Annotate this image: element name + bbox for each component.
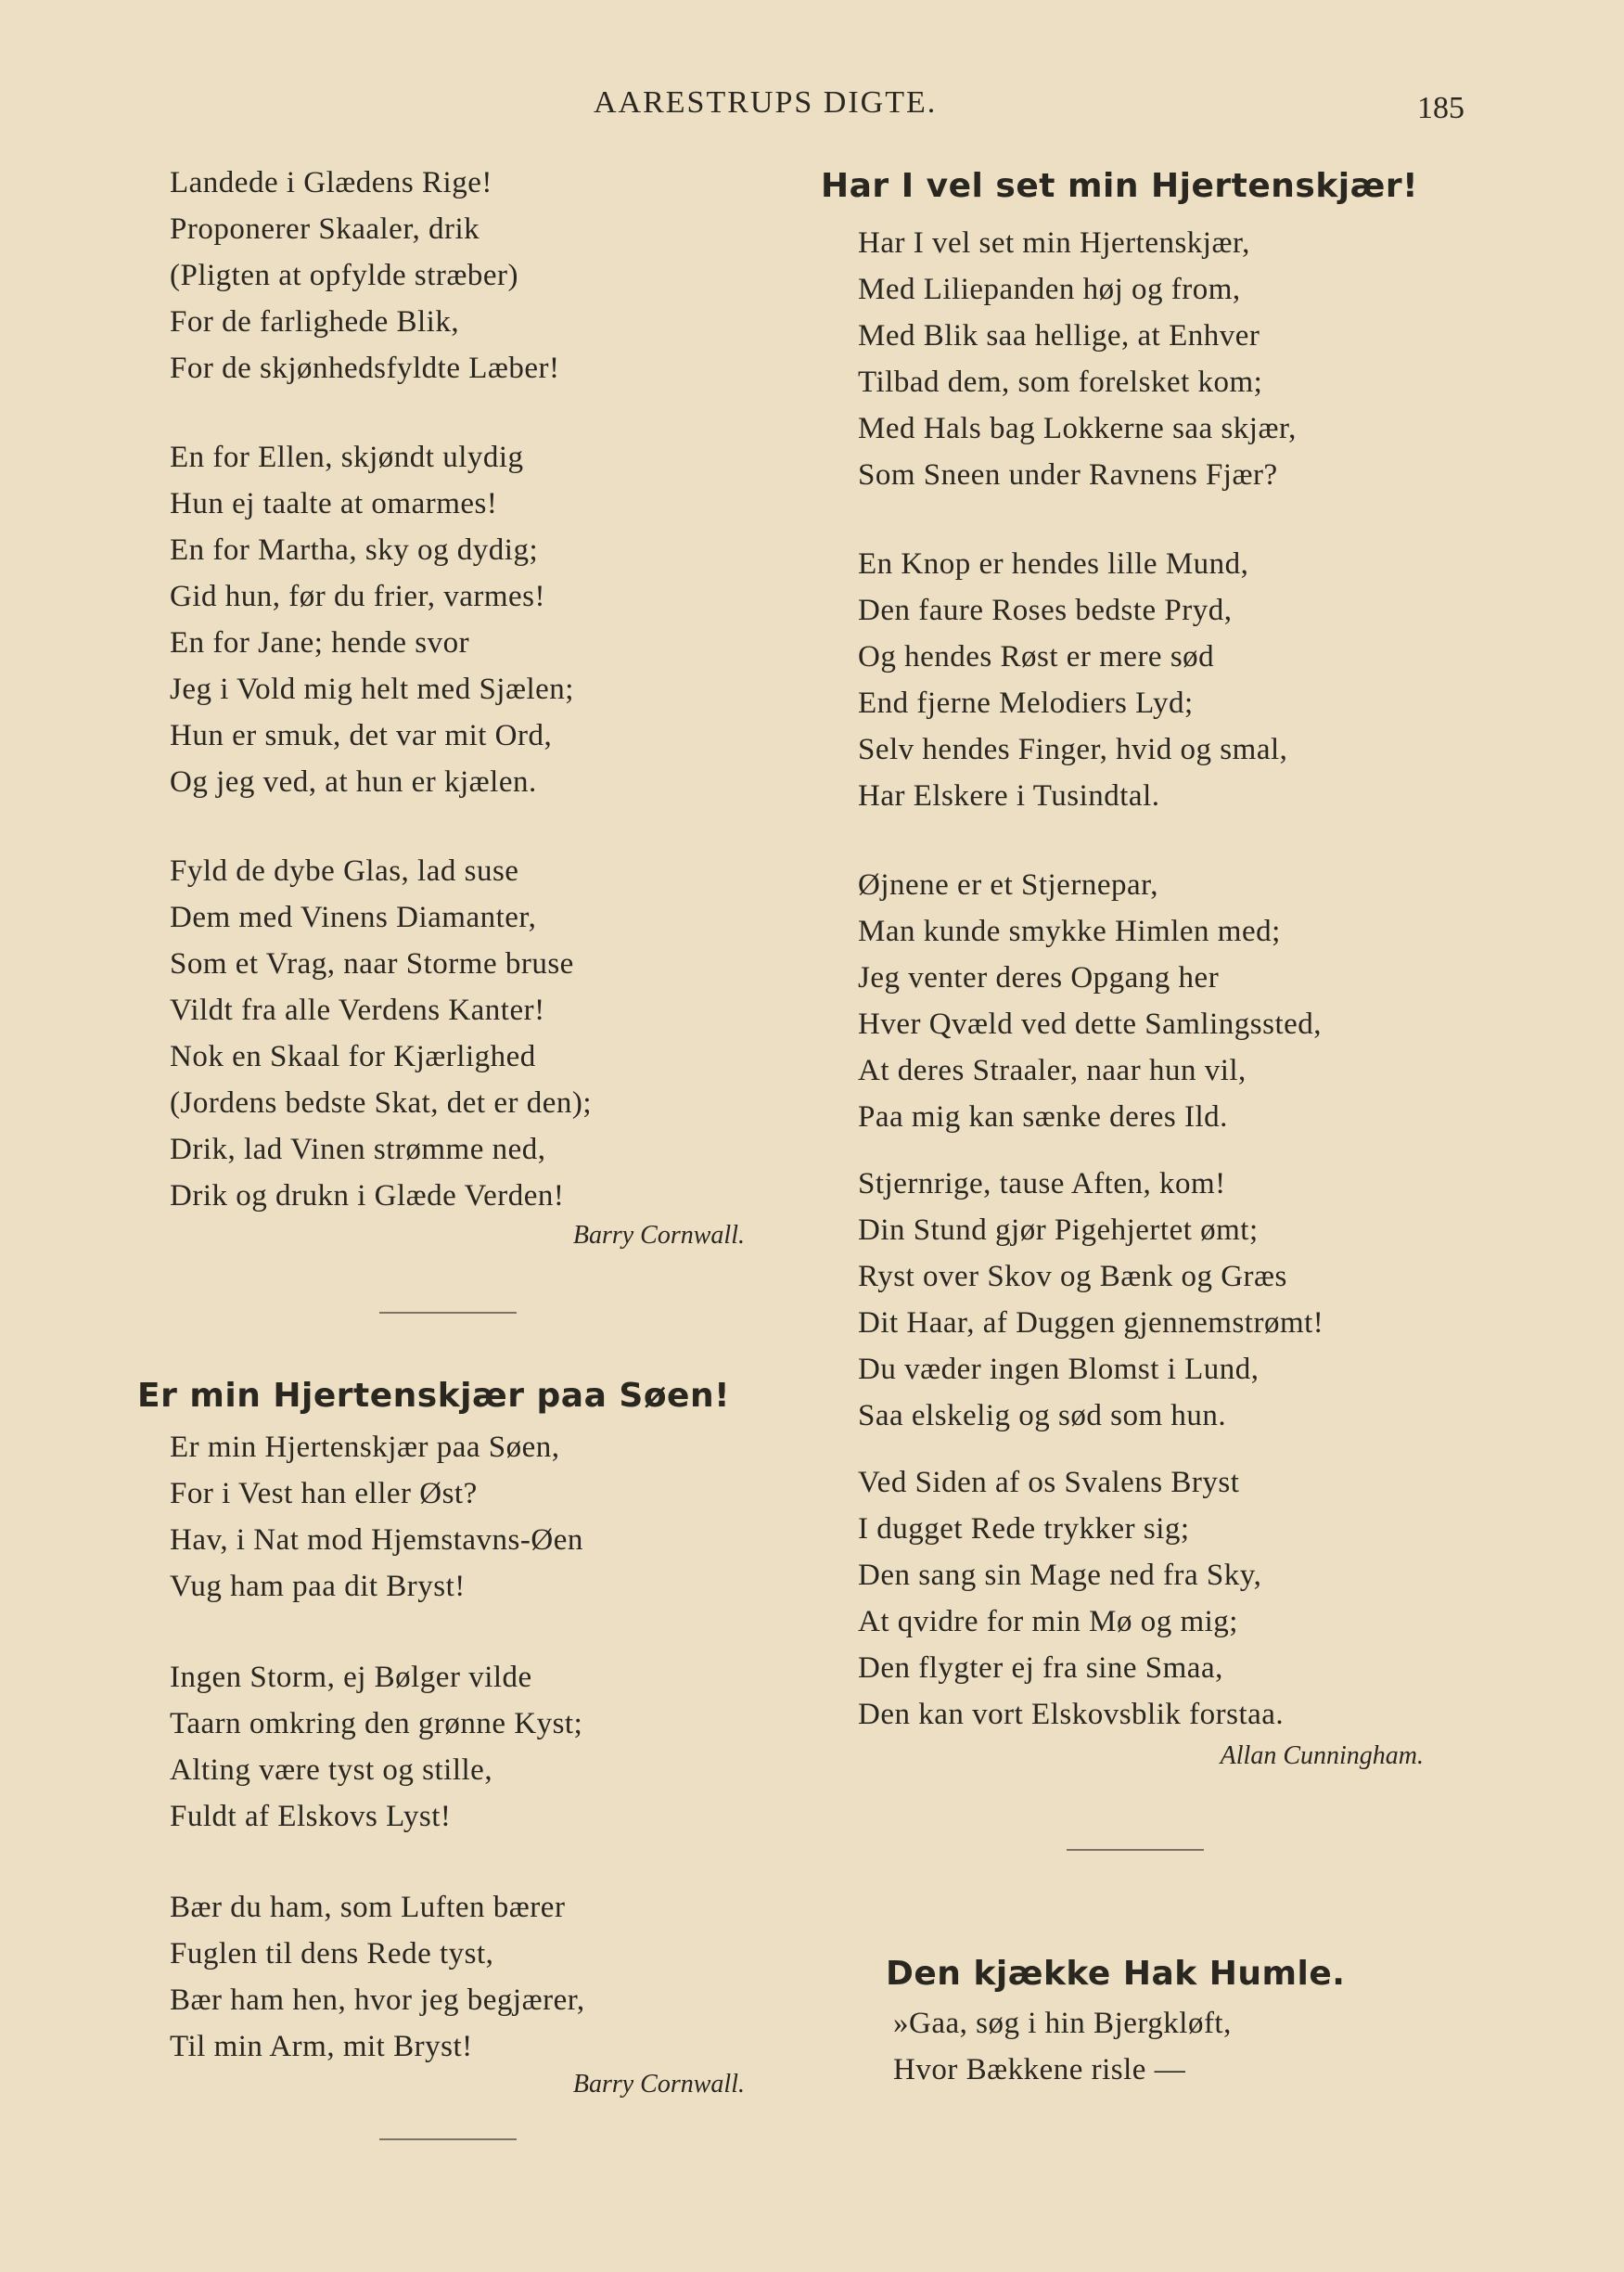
stanza [858, 862, 1498, 1140]
verse-line: Som et Vrag, naar Storme bruse [170, 947, 574, 981]
verse-line: Alting være tyst og stille, [170, 1753, 493, 1787]
verse-line: Ingen Storm, ej Bølger vilde [170, 1661, 532, 1694]
poem-attribution: Barry Cornwall. [572, 1221, 745, 1250]
verse-line: Hver Qvæld ved dette Samlingssted, [858, 1008, 1323, 1041]
poem-title: Er min Hjertenskjær paa Søen! [137, 1377, 731, 1415]
verse-line: Saa elskelig og sød som hun. [858, 1399, 1227, 1432]
poem-er-min-hjertenskjaer [137, 1377, 763, 1415]
verse-line: At qvidre for min Mø og mig; [858, 1605, 1238, 1638]
section-divider [379, 2138, 517, 2140]
verse-line: Taarn omkring den grønne Kyst; [170, 1707, 583, 1740]
verse-line: Den sang sin Mage ned fra Sky, [858, 1559, 1262, 1592]
verse-line: Med Hals bag Lokkerne saa skjær, [858, 412, 1297, 445]
verse-line: Og hendes Røst er mere sød [858, 640, 1215, 674]
verse-line: Med Liliepanden høj og from, [858, 273, 1241, 306]
poem-body [893, 2000, 1498, 2093]
verse-line: Gid hun, før du frier, varmes! [170, 580, 545, 613]
verse-line: Har Elskere i Tusindtal. [858, 779, 1160, 813]
verse-line: Man kunde smykke Himlen med; [858, 915, 1281, 948]
verse-line: En for Martha, sky og dydig; [170, 533, 539, 567]
poem-body [858, 220, 1498, 1771]
left-column [137, 160, 763, 2140]
page-header [0, 85, 1624, 125]
stanza [858, 1459, 1498, 1738]
verse-line: Nok en Skaal for Kjærlighed [170, 1040, 536, 1073]
verse-line: For de skjønhedsfyldte Læber! [170, 352, 560, 385]
verse-line: En Knop er hendes lille Mund, [858, 547, 1249, 581]
verse-line: Er min Hjertenskjær paa Søen, [170, 1431, 560, 1464]
verse-line: Hav, i Nat mod Hjemstavns-Øen [170, 1523, 583, 1557]
verse-line: I dugget Rede trykker sig; [858, 1512, 1190, 1546]
verse-line: Ryst over Skov og Bænk og Græs [858, 1260, 1287, 1293]
poem-attribution: Allan Cunningham. [1220, 1741, 1424, 1770]
running-title: AARESTRUPS DIGTE. [594, 85, 938, 120]
verse-line: Fyld de dybe Glas, lad suse [170, 854, 519, 888]
verse-line: En for Ellen, skjøndt ulydig [170, 441, 524, 474]
verse-line: At deres Straaler, naar hun vil, [858, 1054, 1247, 1087]
stanza [858, 1161, 1498, 1439]
stanza [170, 1654, 763, 1840]
verse-line: (Jordens bedste Skat, det er den); [170, 1086, 593, 1120]
verse-line: Fuglen til dens Rede tyst, [170, 1937, 494, 1970]
verse-line: Stjernrige, tause Aften, kom! [858, 1167, 1226, 1200]
verse-line: Dit Haar, af Duggen gjennemstrømt! [858, 1306, 1324, 1340]
verse-line: Øjnene er et Stjernepar, [858, 868, 1159, 902]
poem-title: Har I vel set min Hjertenskjær! [821, 167, 1418, 205]
stanza [170, 848, 763, 1219]
verse-line: »Gaa, søg i hin Bjergkløft, [893, 2007, 1232, 2040]
verse-line: Jeg venter deres Opgang her [858, 961, 1220, 995]
verse-line: Du væder ingen Blomst i Lund, [858, 1353, 1260, 1386]
poem-title: Den kjække Hak Humle. [886, 1955, 1346, 1993]
verse-line: Den faure Roses bedste Pryd, [858, 594, 1233, 627]
right-column [821, 167, 1498, 2093]
verse-line: Til min Arm, mit Bryst! [170, 2030, 473, 2063]
verse-line: Vug ham paa dit Bryst! [170, 1570, 466, 1603]
verse-line: Den kan vort Elskovsblik forstaa. [858, 1698, 1285, 1731]
poem-body [170, 1424, 763, 2099]
verse-line: Proponerer Skaaler, drik [170, 212, 480, 246]
verse-line: For i Vest han eller Øst? [170, 1477, 478, 1510]
verse-line: Med Blik saa hellige, at Enhver [858, 319, 1260, 353]
continued-poem [170, 160, 763, 1251]
verse-line: Fuldt af Elskovs Lyst! [170, 1800, 452, 1833]
verse-line: Landede i Glædens Rige! [170, 166, 492, 199]
verse-line: Jeg i Vold mig helt med Sjælen; [170, 673, 574, 706]
verse-line: For de farlighede Blik, [170, 305, 460, 339]
verse-line: (Pligten at opfylde stræber) [170, 259, 519, 292]
verse-line: Drik og drukn i Glæde Verden! [170, 1179, 565, 1213]
page-number: 185 [1417, 91, 1464, 125]
poem-attribution: Barry Cornwall. [572, 2070, 745, 2099]
verse-line: End fjerne Melodiers Lyd; [858, 687, 1194, 720]
stanza [858, 541, 1498, 819]
stanza [170, 160, 763, 392]
verse-line: Hun ej taalte at omarmes! [170, 487, 498, 520]
verse-line: Drik, lad Vinen strømme ned, [170, 1133, 546, 1166]
stanza [170, 1884, 763, 2070]
verse-line: Og jeg ved, at hun er kjælen. [170, 765, 537, 799]
section-divider [379, 1312, 517, 1314]
verse-line: Ved Siden af os Svalens Bryst [858, 1466, 1240, 1499]
verse-line: Hun er smuk, det var mit Ord, [170, 719, 553, 752]
section-divider [1067, 1849, 1204, 1851]
verse-line: Som Sneen under Ravnens Fjær? [858, 458, 1278, 492]
verse-line: Din Stund gjør Pigehjertet ømt; [858, 1213, 1259, 1247]
verse-line: Har I vel set min Hjertenskjær, [858, 226, 1250, 260]
verse-line: En for Jane; hende svor [170, 626, 470, 660]
verse-line: Selv hendes Finger, hvid og smal, [858, 733, 1288, 766]
stanza [170, 434, 763, 805]
verse-line: Hvor Bækkene risle — [893, 2053, 1186, 2086]
verse-line: Bær du ham, som Luften bærer [170, 1891, 566, 1924]
verse-line: Dem med Vinens Diamanter, [170, 901, 537, 934]
verse-line: Bær ham hen, hvor jeg begjærer, [170, 1983, 585, 2017]
verse-line: Paa mig kan sænke deres Ild. [858, 1100, 1228, 1134]
stanza [858, 220, 1498, 498]
verse-line: Vildt fra alle Verdens Kanter! [170, 994, 545, 1027]
stanza [170, 1424, 763, 1610]
verse-line: Tilbad dem, som forelsket kom; [858, 366, 1263, 399]
verse-line: Den flygter ej fra sine Smaa, [858, 1651, 1223, 1685]
